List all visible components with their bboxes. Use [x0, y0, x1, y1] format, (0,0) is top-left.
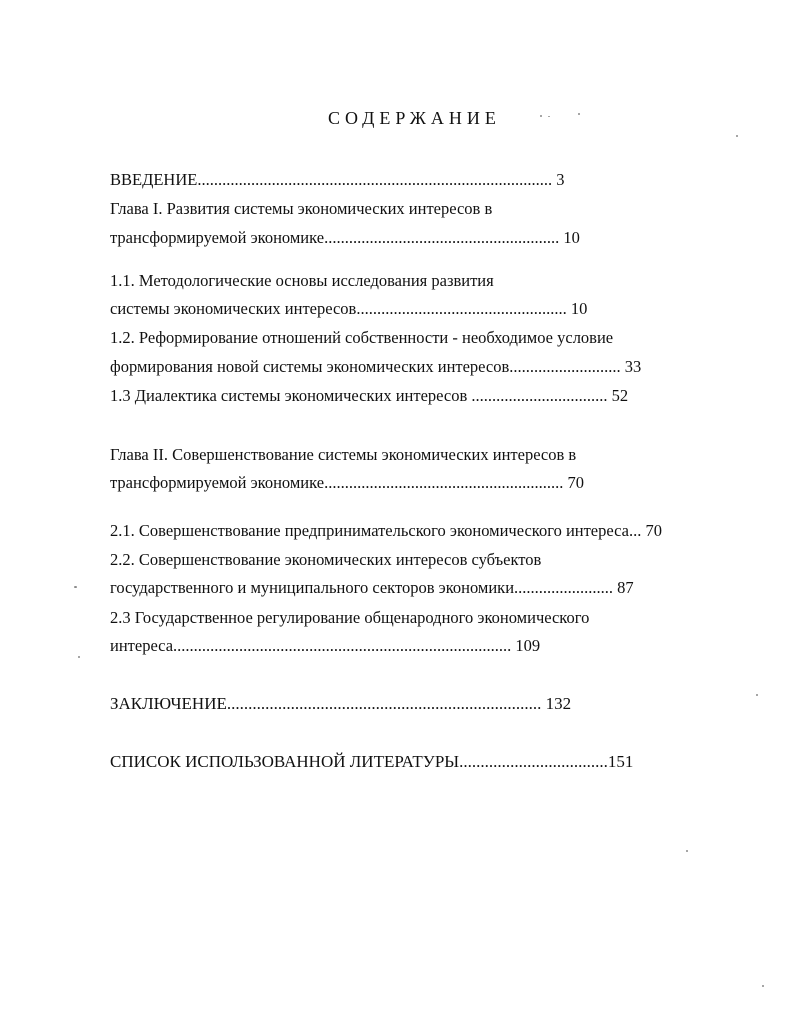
page-title: СОДЕРЖАНИЕ [328, 108, 501, 128]
toc-entry-section-1-3: 1.3 Диалектика системы экономических интересов ................................. 52 [110, 386, 629, 405]
scan-speck [756, 694, 758, 696]
toc-entry-chapter-1-line-2: трансформируемой экономике......................................................... 10 [110, 228, 580, 247]
toc-entry-section-1-2-line-1: 1.2. Реформирование отношений собственности - необходимое условие [110, 328, 614, 347]
scan-speck [578, 113, 580, 115]
toc-entry-section-2-3-line-2: интереса.................................................................................. 109 [110, 636, 541, 655]
scan-speck [74, 586, 77, 588]
toc-entry-conclusion: ЗАКЛЮЧЕНИЕ.......................................................................... 132 [110, 694, 572, 713]
toc-entry-section-1-1-line-1: 1.1. Методологические основы исследования развития [110, 271, 494, 290]
toc-entry-chapter-2-line-1: Глава II. Совершенствование системы экономических интересов в [110, 445, 577, 464]
scan-speck [736, 135, 738, 137]
toc-entry-introduction: ВВЕДЕНИЕ...................................................................................... 3 [110, 170, 565, 189]
scan-speck [548, 116, 550, 117]
toc-entry-chapter-2-line-2: трансформируемой экономике.......................................................... 70 [110, 473, 584, 492]
toc-entry-chapter-1-line-1: Глава I. Развития системы экономических интересов в [110, 199, 493, 218]
toc-entry-references: СПИСОК ИСПОЛЬЗОВАННОЙ ЛИТЕРАТУРЫ...................................151 [110, 752, 634, 771]
scan-speck [540, 115, 542, 117]
scan-speck [78, 656, 80, 658]
toc-entry-section-2-2-line-1: 2.2. Совершенствование экономических интересов субъектов [110, 550, 542, 569]
scan-speck [686, 850, 688, 852]
toc-entry-section-2-2-line-2: государственного и муниципального секторов экономики........................ 87 [110, 578, 634, 597]
toc-entry-section-1-1-line-2: системы экономических интересов................................................... 10 [110, 299, 588, 318]
toc-entry-section-2-1: 2.1. Совершенствование предпринимательского экономического интереса... 70 [110, 521, 662, 540]
toc-entry-section-2-3-line-1: 2.3 Государственное регулирование общенародного экономического [110, 608, 590, 627]
toc-entry-section-1-2-line-2: формирования новой системы экономических интересов........................... 33 [110, 357, 642, 376]
scan-speck [762, 985, 764, 987]
